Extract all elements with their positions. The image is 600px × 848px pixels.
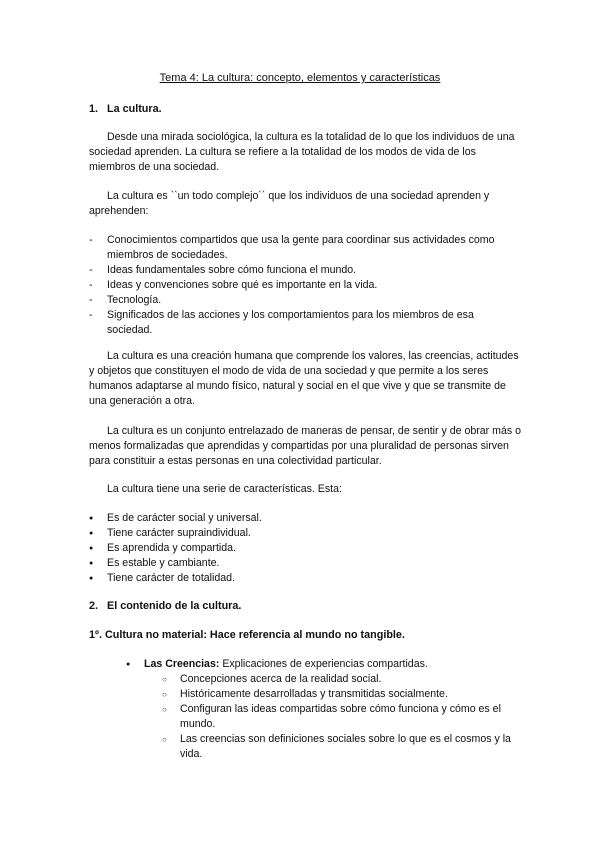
section-1-heading: La cultura. bbox=[107, 103, 162, 115]
list-item: - Ideas fundamentales sobre cómo funciona el mundo. bbox=[89, 263, 521, 278]
creencias-label: Las Creencias: bbox=[144, 658, 220, 670]
paragraph-4: La cultura es un conjunto entrelazado de maneras de pensar, de sentir y de obrar más o menos formalizadas que aprendidas y compartidas por una pluralidad de personas sirven para constituir a estas personas en una colectividad particular. bbox=[89, 425, 521, 467]
creencias-text: Explicaciones de experiencias compartidas. bbox=[219, 658, 428, 670]
paragraph-1: Desde una mirada sociológica, la cultura es la totalidad de lo que los individuos de una sociedad aprenden. La cultura se refiere a la totalidad de los modos de vida de los miembros de una sociedad. bbox=[89, 131, 515, 173]
list-item: - Tecnología. bbox=[89, 293, 521, 308]
creencias-list bbox=[126, 657, 526, 672]
paragraph-2: La cultura es ``un todo complejo´´ que los individuos de una sociedad aprenden y aprehenden: bbox=[89, 190, 490, 217]
section-2-heading: El contenido de la cultura. bbox=[107, 600, 242, 612]
list-item: ○ Históricamente desarrolladas y transmitidas socialmente. bbox=[162, 687, 524, 702]
section-1-number: 1. bbox=[89, 103, 99, 115]
list-item: - Ideas y convenciones sobre qué es importante en la vida. bbox=[89, 278, 521, 293]
list-item: - Significados de las acciones y los comportamientos para los miembros de esa sociedad. bbox=[89, 308, 521, 338]
list-item: ○ Las creencias son definiciones sociales sobre lo que es el cosmos y la vida. bbox=[162, 732, 524, 762]
paragraph-3: La cultura es una creación humana que comprende los valores, las creencias, actitudes y objetos que constituyen el modo de vida de una sociedad y que permite a los seres humanos adaptarse al mundo físico, natural y social en el que vive y que se transmite de una generación a otra. bbox=[89, 350, 519, 407]
list-item: ○ Concepciones acerca de la realidad social. bbox=[162, 672, 524, 687]
list-item: ● Tiene carácter supraindividual. bbox=[89, 526, 521, 541]
list-item: - Conocimientos compartidos que usa la gente para coordinar sus actividades como miembros de sociedades. bbox=[89, 233, 521, 263]
list-item bbox=[126, 657, 526, 672]
dash-list bbox=[89, 233, 521, 338]
list-item: ● Es de carácter social y universal. bbox=[89, 511, 521, 526]
section-2-number: 2. bbox=[89, 600, 99, 612]
creencias-sublist bbox=[162, 672, 524, 762]
list-item: ● Es aprendida y compartida. bbox=[89, 541, 521, 556]
bullet-list bbox=[89, 511, 521, 586]
document-title: Tema 4: La cultura: concepto, elementos y características bbox=[159, 72, 441, 84]
list-item: ● Tiene carácter de totalidad. bbox=[89, 571, 521, 586]
subheading-cultura-no-material: 1º. Cultura no material: Hace referencia al mundo no tangible. bbox=[89, 629, 405, 641]
list-item: ● Es estable y cambiante. bbox=[89, 556, 521, 571]
paragraph-5: La cultura tiene una serie de características. Esta: bbox=[107, 483, 342, 495]
list-item: ○ Configuran las ideas compartidas sobre cómo funciona y cómo es el mundo. bbox=[162, 702, 524, 732]
